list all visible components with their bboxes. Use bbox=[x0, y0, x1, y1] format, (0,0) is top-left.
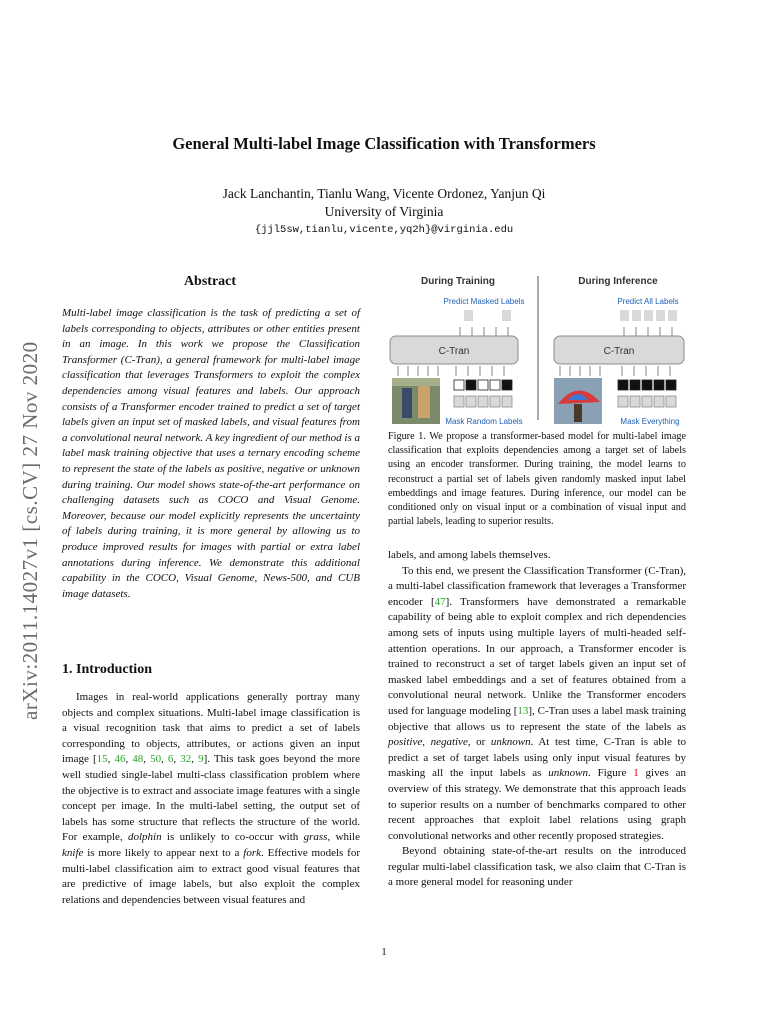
label-mask-box bbox=[466, 380, 476, 390]
page-number: 1 bbox=[381, 946, 387, 958]
label-mask-box bbox=[478, 380, 488, 390]
citation-link[interactable]: 13 bbox=[517, 704, 529, 717]
during-training-label: During Training bbox=[421, 276, 495, 287]
mask-random-label: Mask Random Labels bbox=[445, 417, 523, 426]
ctran-label-training: C-Tran bbox=[438, 346, 470, 357]
predict-all-label: Predict All Labels bbox=[617, 297, 679, 306]
label-mask-box bbox=[630, 380, 640, 390]
output-box bbox=[644, 310, 653, 321]
label-mask-box bbox=[454, 380, 464, 390]
mask-everything-label: Mask Everything bbox=[620, 417, 680, 426]
paragraph: labels, and among labels themselves. bbox=[388, 549, 551, 561]
label-mask-box bbox=[666, 380, 676, 390]
output-box bbox=[464, 310, 473, 321]
label-mask-box bbox=[642, 380, 652, 390]
abstract-text: Multi-label image classification is the task of predicting a set of labels corresponding to objects, attributes or other entities present in an image. In this work we propose the Classification Transformer (C-Tran), a general framework for multi-label image classification that leverages Transformers to exploit the complex dependencies among visual features and labels. Our approach consists of a Transformer encoder trained to predict a set of target labels given an input set of masked labels, and visual features from a convolutional neural network. A key ingredient of our method is a label mask training objective that uses a ternary encoding scheme to represent the state of the labels as positive, negative or unknown during training. Our model shows state-of-the-art performance on challenging datasets such as COCO and Visual Genome. Moreover, because our model explicitly represents the uncertainty of labels during training, it is more general by allowing us to produce improved results for images with partial or extra label annotations during inference. We demonstrate this additional capability in the COCO, Visual Genome, News-500, and CUB image datasets. bbox=[62, 307, 360, 600]
label-mask-box bbox=[618, 380, 628, 390]
citation-link[interactable]: 32 bbox=[180, 753, 192, 766]
citation-link[interactable]: 46 bbox=[114, 753, 126, 766]
citation-link[interactable]: 6 bbox=[167, 753, 174, 766]
paper-title: General Multi-label Image Classification with Transformers bbox=[172, 134, 596, 153]
citation-link[interactable]: 50 bbox=[150, 753, 162, 766]
label-mask-box bbox=[490, 380, 500, 390]
introduction-heading: 1. Introduction bbox=[62, 662, 152, 677]
output-box bbox=[620, 310, 629, 321]
arxiv-stamp: arXiv:2011.14027v1 [cs.CV] 27 Nov 2020 bbox=[18, 341, 42, 720]
predict-masked-label: Predict Masked Labels bbox=[443, 297, 525, 306]
label-mask-box bbox=[502, 380, 512, 390]
label-mask-box bbox=[654, 380, 664, 390]
citation-link[interactable]: 48 bbox=[132, 753, 144, 766]
paragraph: Beyond obtaining state-of-the-art results on the introduced regular multi-label classification task, we also claim that C-Tran is a more general model for reasoning under bbox=[388, 845, 686, 889]
author-emails: {jjl5sw,tianlu,vicente,yq2h}@virginia.edu bbox=[254, 224, 514, 236]
ctran-label-inference: C-Tran bbox=[603, 346, 635, 357]
introduction-paragraph: Images in real-world applications generally portray many objects and complex situations. Multi-label image classification is a visual recognition task that aims to predict a set of labels corresponding to objects, attributes, or actions given an input image [15, 46, 48, 50, 6, 32, 9]. This task goes beyond the more well studied single-label multi-class classification problem where the objective is to extract and associate image features with a single concept per image. In the multi-label setting, the output set of labels has some structure that reflects the structure of the world. For example, dolphin is unlikely to co-occur with grass, while knife is more likely to appear next to a fork. Effective models for multi-label classification aim to extract good visual features that are predictive of image labels, but also exploit the complex relations and dependencies between visual features and bbox=[62, 691, 361, 906]
output-box bbox=[656, 310, 665, 321]
citation-link[interactable]: 9 bbox=[198, 753, 204, 766]
author-list: Jack Lanchantin, Tianlu Wang, Vicente Ordonez, Yanjun Qi bbox=[222, 186, 546, 201]
citation-link[interactable]: 15 bbox=[96, 753, 108, 766]
figure-1 bbox=[388, 270, 688, 428]
paragraph: To this end, we present the Classification Transformer (C-Tran), a multi-label classification framework that leverages a Transformer encoder [47]. Transformers have demonstrated a remarkable capability of being able to exploit complex and rich dependencies among sets of inputs using multiple layers of multi-headed self-attention operations. In our approach, a Transformer encoder is trained to reconstruct a set of target labels given an input set of masked label embeddings and a set of features obtained from a convolutional neural network. Unlike the Transformer encoders used for language modeling [13], C-Tran uses a label mask training objective that allows us to represent the state of the labels as positive, negative, or unknown. At test time, C-Tran is able to predict a set of target labels using only input visual features by masking all the input labels as unknown. Figure 1 gives an overview of this strategy. We demonstrate that this approach leads to superior results on a number of benchmarks compared to other recent approaches that exploit label relations using graph convolutional networks and other recently proposed strategies. bbox=[388, 564, 687, 842]
abstract-heading: Abstract bbox=[183, 274, 237, 289]
output-box bbox=[502, 310, 511, 321]
during-inference-label: During Inference bbox=[578, 276, 658, 287]
output-box bbox=[632, 310, 641, 321]
right-column-text bbox=[388, 548, 686, 891]
affiliation: University of Virginia bbox=[324, 204, 444, 219]
figure-link[interactable]: 1 bbox=[633, 767, 639, 780]
citation-link[interactable]: 47 bbox=[434, 595, 446, 608]
output-box bbox=[668, 310, 677, 321]
figure-caption: Figure 1. We propose a transformer-based model for multi-label image classification that exploits dependencies among a target set of labels using an encoder transformer. During training, the model learns to reconstruct a partial set of labels given randomly masked input label embeddings and image features. During inference, our model can be conditioned only on visual input or a combination of visual input and partial labels, leading to superior results. bbox=[388, 431, 686, 528]
